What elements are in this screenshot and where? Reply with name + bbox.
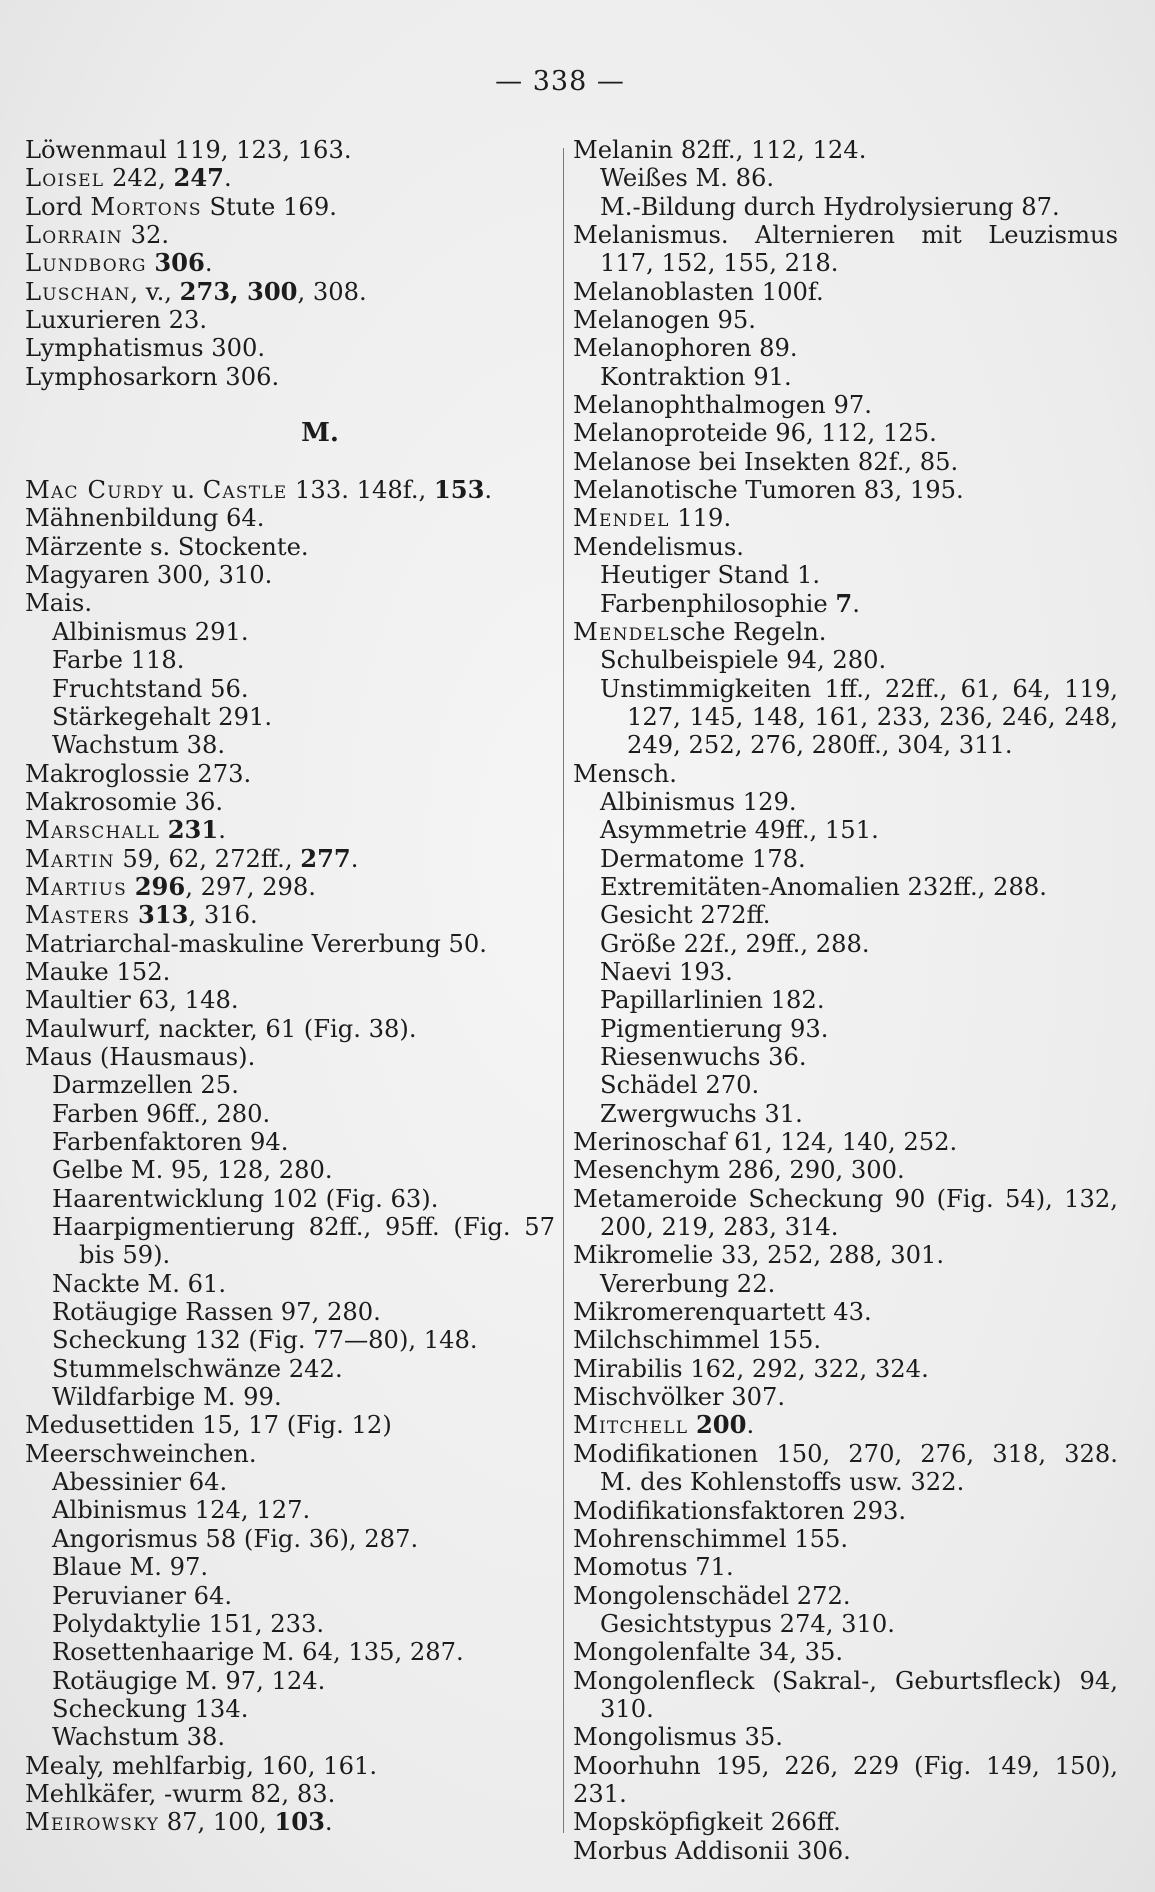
index-subentry [573,958,1118,986]
entry-text: Metameroide Scheckung 90 (Fig. 54), 132, [573,1184,1118,1213]
index-entry [25,1780,555,1808]
entry-text: Albinismus 291. [52,617,249,646]
index-subentry [25,675,555,703]
entry-text: 59, 62, 272ff., [114,844,301,873]
index-subentry [573,1270,1118,1298]
entry-text: Märzente s. Stockente. [25,532,309,561]
index-subentry [25,1695,555,1723]
entry-text: Melanoproteide 96, 112, 125. [573,419,937,448]
entry-text: Dermatome 178. [600,844,806,873]
index-entry [25,816,555,844]
index-entry [25,504,555,532]
index-subentry [573,561,1118,589]
entry-text: Mischvölker 307. [573,1383,786,1412]
index-entry [573,1837,1118,1865]
entry-text: Luxurieren 23. [25,306,208,335]
entry-text: Moorhuhn 195, 226, 229 (Fig. 149, 150), 231. [573,1751,1118,1808]
entry-text: 127, 145, 148, 161, 233, 236, 246, 248, [627,702,1118,731]
index-subentry [573,590,1118,618]
entry-text: , 316. [188,901,258,930]
entry-text: Mongolismus 35. [573,1723,783,1752]
entry-text: Mongolenfalte 34, 35. [573,1638,844,1667]
index-subentry [25,1270,555,1298]
entry-text: . [218,816,226,845]
bold-ref: 153 [433,475,485,505]
index-entry [25,249,555,277]
index-entry [25,901,555,929]
entry-text: Haarpigmentierung 82ff., 95ff. (Fig. 57 [52,1213,555,1242]
index-subentry [25,1638,555,1666]
index-entry [25,873,555,901]
entry-text: . [324,1808,333,1837]
bold-ref: 306 [154,248,205,278]
bold-ref: 296 [134,871,186,901]
index-entry [573,476,1118,504]
author-name: Martius [25,872,127,901]
index-entry [25,1015,555,1043]
entry-text: Darmzellen 25. [52,1071,239,1100]
index-entry [25,533,555,561]
entry-text: sche Regeln. [669,617,827,646]
index-subentry [25,1213,555,1241]
index-entry [573,1213,1118,1241]
index-subentry [25,1326,555,1354]
entry-text: Schulbeispiele 94, 280. [600,646,887,675]
entry-text: Mähnenbildung 64. [25,504,265,533]
index-subentry [25,1298,555,1326]
index-subentry [25,1553,555,1581]
index-subentry [25,1667,555,1695]
index-subentry [573,1015,1118,1043]
entry-text: Farbenphilosophie [600,589,836,618]
entry-text: . [852,589,860,618]
entry-text: 117, 152, 155, 218. [600,249,839,278]
index-subentry [25,703,555,731]
entry-text: Matriarchal-maskuline Vererbung 50. [25,929,487,958]
entry-text: . [746,1411,755,1440]
index-subentry [25,618,555,646]
index-subentry [573,986,1118,1014]
entry-text: Magyaren 300, 310. [25,561,273,590]
index-subentry [25,1355,555,1383]
entry-text: Pigmentierung 93. [600,1014,829,1043]
index-entry [25,334,555,362]
entry-text: Modifikationen 150, 270, 276, 318, 328. [573,1439,1118,1468]
bold-ref: 273, 300 [179,276,298,306]
entry-text: Vererbung 22. [600,1269,776,1298]
index-entry [573,249,1118,277]
index-entry [573,533,1118,561]
page-number: — 338 — [495,66,625,97]
entry-text: Melanophoren 89. [573,334,798,363]
index-subentry [573,845,1118,873]
index-entry [25,306,555,334]
index-subentry [25,1128,555,1156]
index-entry [573,1638,1118,1666]
index-entry [573,1128,1118,1156]
entry-text: Mongolenschädel 272. [573,1581,851,1610]
index-entry [573,1695,1118,1723]
entry-text: Mopsköpfigkeit 266ff. [573,1808,841,1837]
entry-text: Gesicht 272ff. [600,901,771,930]
entry-text: Weißes M. 86. [600,164,775,193]
bold-ref: 103 [274,1807,325,1837]
entry-text: Melanin 82ff., 112, 124. [573,136,867,164]
author-name: Masters [25,901,131,930]
entry-text: Naevi 193. [600,957,733,986]
index-entry [573,1411,1118,1439]
index-subentry [573,788,1118,816]
entry-text: Lord [25,192,91,221]
entry-text: Stärkegehalt 291. [52,702,273,731]
entry-text: , 308. [297,277,367,306]
index-subentry [573,731,1118,759]
entry-text: Lymphosarkorn 306. [25,362,280,391]
author-name: Luschan [25,277,131,306]
index-entry [573,1355,1118,1383]
entry-text: Makrosomie 36. [25,787,224,816]
author-name: Meirowsky [25,1808,160,1837]
author-name: Mitchell [573,1411,689,1440]
entry-text: Mealy, mehlfarbig, 160, 161. [25,1751,378,1780]
entry-text: . [484,476,493,505]
entry-text: , 297, 298. [185,872,316,901]
index-entry [573,391,1118,419]
entry-text: Nackte M. 61. [52,1269,227,1298]
index-entry [25,930,555,958]
index-entry [573,1326,1118,1354]
index-subentry [573,901,1118,929]
bold-ref: 313 [138,900,189,930]
entry-text: Asymmetrie 49ff., 151. [600,816,879,845]
index-entry [573,1440,1118,1468]
bold-ref: 277 [300,843,351,873]
entry-text: Scheckung 132 (Fig. 77—80), 148. [52,1326,478,1355]
entry-text: 119. [669,504,732,533]
entry-text: M.-Bildung durch Hydrolysierung 87. [600,192,1060,221]
index-subentry [25,1610,555,1638]
index-entry [573,221,1118,249]
entry-text: . [204,249,213,278]
index-entry [573,1808,1118,1836]
entry-text: Mais. [25,589,93,618]
index-subentry [25,1241,555,1269]
entry-text: Stute 169. [201,192,337,221]
index-subentry [25,646,555,674]
index-entry [573,1497,1118,1525]
index-subentry [573,873,1118,901]
index-entry [25,221,555,249]
entry-text: 32. [122,221,170,250]
index-subentry [573,193,1118,221]
index-entry [25,760,555,788]
index-entry [573,1383,1118,1411]
entry-text: 310. [600,1694,654,1723]
entry-text: Fruchtstand 56. [52,674,249,703]
author-name: Lorrain [25,221,123,250]
entry-text: 87, 100, [159,1808,275,1837]
entry-text: Medusettiden 15, 17 (Fig. 12) [25,1411,392,1440]
entry-text: Maultier 63, 148. [25,986,239,1015]
index-subentry [25,1723,555,1751]
index-entry [25,1752,555,1780]
index-entry [25,1440,555,1468]
entry-text: Scheckung 134. [52,1694,249,1723]
entry-text: 242, [104,164,174,193]
entry-text: Papillarlinien 182. [600,986,825,1015]
index-entry [25,1411,555,1439]
index-entry [573,1156,1118,1184]
entry-text: Extremitäten-Anomalien 232ff., 288. [600,872,1047,901]
index-entry [573,1241,1118,1269]
index-subentry [573,930,1118,958]
entry-text: Gesichtstypus 274, 310. [600,1609,895,1638]
index-subentry [573,1043,1118,1071]
entry-text: Farbenfaktoren 94. [52,1128,289,1156]
entry-text: Lymphatismus 300. [25,334,266,363]
entry-text: Unstimmigkeiten 1ff., 22ff., 61, 64, 119, [600,674,1118,703]
index-subentry [573,1071,1118,1099]
index-subentry [25,1100,555,1128]
entry-text: Milchschimmel 155. [573,1326,822,1355]
entry-text: 133. 148f., [287,476,434,505]
index-entry [25,589,555,617]
entry-text [688,1411,696,1439]
entry-text: Albinismus 129. [600,787,797,816]
entry-text: M. des Kohlenstoffs usw. 322. [600,1468,965,1497]
author-name: Martin [25,844,115,873]
entry-text: bis 59). [79,1241,171,1270]
entry-text: Riesenwuchs 36. [600,1043,807,1071]
index-entry [25,136,555,164]
entry-text: , v., [130,277,180,306]
bold-ref: 7 [835,588,853,618]
index-subentry [25,1071,555,1099]
index-entry [573,1185,1118,1213]
entry-text: Heutiger Stand 1. [600,561,821,590]
entry-text: Haarentwicklung 102 (Fig. 63). [52,1184,439,1213]
index-entry [25,845,555,873]
entry-text: Wildfarbige M. 99. [52,1383,282,1412]
entry-text: Meerschweinchen. [25,1439,257,1468]
index-subentry [573,703,1118,731]
index-column-right [573,136,1118,1865]
entry-text: Wachstum 38. [52,1723,226,1752]
index-entry [25,363,555,391]
entry-text [130,901,138,929]
index-subentry [573,1610,1118,1638]
index-subentry [573,1468,1118,1496]
entry-text: . [350,844,359,873]
index-column-left [25,136,555,1837]
index-entry [573,1553,1118,1581]
entry-text: . [224,164,232,193]
index-entry [573,1667,1118,1695]
entry-text: Farben 96ff., 280. [52,1099,271,1128]
index-subentry [573,363,1118,391]
entry-text: Schädel 270. [600,1071,760,1100]
author-name: Mac Curdy [25,476,165,505]
entry-text: Gelbe M. 95, 128, 280. [52,1156,333,1185]
entry-text: Angorismus 58 (Fig. 36), 287. [52,1524,419,1553]
entry-text: Morbus Addisonii 306. [573,1836,851,1865]
entry-text: Peruvianer 64. [52,1581,233,1610]
entry-text: Mehlkäfer, -wurm 82, 83. [25,1779,336,1808]
index-subentry [573,1100,1118,1128]
index-subentry [25,1156,555,1184]
index-subentry [25,1496,555,1524]
index-entry [25,193,555,221]
author-name: Mortons [90,192,202,221]
entry-text: Mikromerenquartett 43. [573,1298,872,1327]
index-subentry [25,1383,555,1411]
entry-text: Rotäugige Rassen 97, 280. [52,1298,381,1327]
index-entry [25,164,555,192]
entry-text: Mensch. [573,759,677,788]
entry-text: Mongolenfleck (Sakral-, Geburtsfleck) 94, [573,1666,1118,1695]
entry-text: Löwenmaul 119, 123, 163. [25,136,352,164]
entry-text: Mesenchym 286, 290, 300. [573,1156,905,1185]
entry-text: Makroglossie 273. [25,759,252,788]
entry-text: 249, 252, 276, 280ff., 304, 311. [627,731,1013,760]
entry-text: Melanotische Tumoren 83, 195. [573,476,964,505]
entry-text: Maulwurf, nackter, 61 (Fig. 38). [25,1014,417,1043]
index-subentry [573,675,1118,703]
index-entry [25,561,555,589]
index-entry [25,1808,555,1836]
entry-text: Wachstum 38. [52,731,226,760]
index-entry [573,618,1118,646]
author-name: Marschall [25,816,160,845]
entry-text: Melanoblasten 100f. [573,277,824,306]
entry-text: Mohrenschimmel 155. [573,1524,849,1553]
entry-text: Stummelschwänze 242. [52,1354,343,1383]
entry-text: Polydaktylie 151, 233. [52,1609,325,1638]
index-entry [25,788,555,816]
entry-text: Melanogen 95. [573,306,756,335]
index-entry [573,136,1118,164]
author-name: Castle [202,476,288,505]
index-entry [573,1298,1118,1326]
entry-text: Blaue M. 97. [52,1553,209,1582]
entry-text: Albinismus 124, 127. [52,1496,311,1525]
index-entry [573,278,1118,306]
index-subentry [25,1468,555,1496]
entry-text: Momotus 71. [573,1553,734,1582]
entry-text: Melanismus. Alternieren mit Leuzismus [573,221,1118,250]
index-entry [25,278,555,306]
index-subentry [25,1525,555,1553]
index-entry [573,1525,1118,1553]
bold-ref: 200 [695,1410,747,1440]
index-entry [25,1043,555,1071]
index-subentry [25,731,555,759]
entry-text: Farbe 118. [52,646,185,675]
index-entry [573,760,1118,788]
bold-ref: 231 [167,815,219,845]
index-entry [25,476,555,504]
index-subentry [25,1582,555,1610]
entry-text: Abessinier 64. [52,1468,228,1497]
index-subentry [25,1185,555,1213]
index-subentry [573,646,1118,674]
author-name: Mendel [573,617,670,646]
entry-text: Maus (Hausmaus). [25,1042,256,1071]
entry-text [160,816,168,844]
entry-text: Mauke 152. [25,957,171,986]
entry-text: Modifikationsfaktoren 293. [573,1496,907,1525]
entry-text: Merinoschaf 61, 124, 140, 252. [573,1128,958,1157]
entry-text: Zwergwuchs 31. [600,1099,803,1128]
index-entry [573,504,1118,532]
entry-text: Melanose bei Insekten 82f., 85. [573,447,959,476]
index-subentry [573,816,1118,844]
index-entry [573,306,1118,334]
index-entry [573,1582,1118,1610]
entry-text: Melanophthalmogen 97. [573,391,872,420]
author-name: Mendel [573,504,670,533]
index-entry [573,1723,1118,1751]
entry-text: Mikromelie 33, 252, 288, 301. [573,1241,945,1270]
index-entry [25,958,555,986]
index-subentry [573,164,1118,192]
entry-text [127,873,135,901]
entry-text: 200, 219, 283, 314. [600,1213,839,1242]
author-name: Loisel [25,164,105,193]
index-entry [573,448,1118,476]
entry-text: u. [164,476,203,505]
section-header: M. [301,418,339,449]
entry-text: Rotäugige M. 97, 124. [52,1666,326,1695]
bold-ref: 247 [173,163,224,193]
entry-text: Mendelismus. [573,532,744,561]
index-entry [573,1752,1118,1809]
index-entry [573,334,1118,362]
entry-text: Kontraktion 91. [600,362,792,391]
entry-text: Mirabilis 162, 292, 322, 324. [573,1354,929,1383]
entry-text: Größe 22f., 29ff., 288. [600,929,870,958]
author-name: Lundborg [25,249,147,278]
index-entry [573,419,1118,447]
column-divider [563,148,564,1833]
entry-text: Rosettenhaarige M. 64, 135, 287. [52,1638,464,1667]
index-entry [25,986,555,1014]
